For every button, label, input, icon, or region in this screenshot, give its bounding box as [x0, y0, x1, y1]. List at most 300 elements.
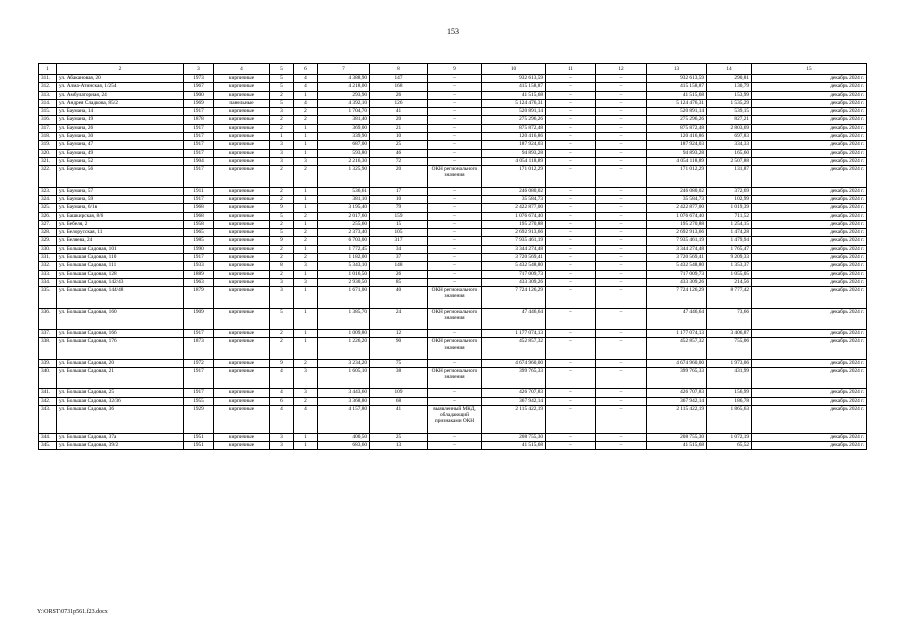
cell-total-cost: 2 692 913,66: [647, 229, 707, 237]
table-row: [39, 338, 867, 359]
cell-row-number: 333.: [39, 270, 57, 278]
cell-repair-cost: 426 707,83: [482, 389, 546, 397]
table-row: [39, 133, 867, 141]
cell-area: 369,00: [318, 124, 370, 132]
cell-wall-material: кирпичные: [214, 149, 270, 157]
cell-total-cost: 1 076 674,40: [647, 212, 707, 220]
cell-row-number: 345.: [39, 442, 57, 450]
cell-year-built: 1965: [184, 229, 214, 237]
cell-col-11: –: [546, 442, 596, 450]
cell-col-12: –: [596, 359, 647, 367]
table-row: [39, 397, 867, 405]
cell-cost-per-sqm: 130,79: [707, 83, 752, 91]
cell-residents: 126: [370, 99, 428, 107]
cell-col-12: –: [596, 195, 647, 203]
cell-year-built: 1985: [184, 237, 214, 245]
cell-wall-material: кирпичные: [214, 108, 270, 116]
cell-cost-per-sqm: 539,15: [707, 108, 752, 116]
cell-okn-status: –: [428, 278, 482, 286]
cell-total-cost: 171 012,29: [647, 166, 707, 187]
cell-deadline: декабрь 2024 г.: [752, 195, 867, 203]
cell-okn-status: –: [428, 187, 482, 195]
cell-deadline: декабрь 2024 г.: [752, 338, 867, 359]
cell-cost-per-sqm: 153,99: [707, 91, 752, 99]
cell-okn-status: –: [428, 99, 482, 107]
cell-col-12: –: [596, 287, 647, 308]
cell-repair-cost: 3 720 569,41: [482, 254, 546, 262]
cell-deadline: декабрь 2024 г.: [752, 229, 867, 237]
cell-entrances-count: 3: [294, 262, 318, 270]
cell-col-11: –: [546, 287, 596, 308]
cell-area: 2 930,50: [318, 278, 370, 286]
cell-entrances-count: 2: [294, 397, 318, 405]
cell-address: ул. Баумана, 6/1в: [57, 204, 184, 212]
cell-cost-per-sqm: 9 209,33: [707, 254, 752, 262]
cell-row-number: 323.: [39, 187, 57, 195]
cell-address: ул. Баумана, 26: [57, 124, 184, 132]
cell-col-12: –: [596, 166, 647, 187]
cell-area: 4 392,10: [318, 99, 370, 107]
page-number: 153: [447, 27, 459, 36]
cell-residents: 317: [370, 237, 428, 245]
column-header: 4: [214, 64, 270, 75]
cell-address: ул. Беляева, 24: [57, 237, 184, 245]
cell-cost-per-sqm: 334,33: [707, 141, 752, 149]
cell-cost-per-sqm: 3 406,87: [707, 330, 752, 338]
cell-address: ул. Баумана, 47: [57, 141, 184, 149]
cell-col-12: –: [596, 91, 647, 99]
cell-address: ул. Андрея Сладкова, 85/2: [57, 99, 184, 107]
cell-year-built: 1917: [184, 133, 214, 141]
cell-floors-count: 3: [270, 157, 294, 165]
table-row: [39, 442, 867, 450]
cell-year-built: 1917: [184, 367, 214, 388]
cell-residents: 26: [370, 91, 428, 99]
column-header: 2: [57, 64, 184, 75]
cell-entrances-count: 2: [294, 116, 318, 124]
cell-cost-per-sqm: 1 865,63: [707, 405, 752, 433]
cell-okn-status: –: [428, 262, 482, 270]
cell-okn-status: –: [428, 212, 482, 220]
cell-okn-status: –: [428, 330, 482, 338]
cell-floors-count: 5: [270, 212, 294, 220]
cell-residents: 79: [370, 204, 428, 212]
cell-residents: 21: [370, 124, 428, 132]
cell-deadline: декабрь 2024 г.: [752, 330, 867, 338]
cell-area: 1 605,10: [318, 367, 370, 388]
cell-area: 683,60: [318, 442, 370, 450]
cell-wall-material: кирпичные: [214, 287, 270, 308]
cell-wall-material: кирпичные: [214, 433, 270, 441]
cell-area: 2 017,60: [318, 212, 370, 220]
cell-okn-status: –: [428, 133, 482, 141]
cell-entrances-count: 1: [294, 270, 318, 278]
cell-year-built: 1955: [184, 397, 214, 405]
cell-col-12: –: [596, 442, 647, 450]
cell-floors-count: 2: [270, 124, 294, 132]
cell-col-11: –: [546, 149, 596, 157]
cell-entrances-count: 1: [294, 245, 318, 253]
table-row: [39, 245, 867, 253]
cell-okn-status: –: [428, 91, 482, 99]
cell-cost-per-sqm: 102,99: [707, 195, 752, 203]
table-row: [39, 433, 867, 441]
cell-residents: 20: [370, 166, 428, 187]
cell-residents: 168: [370, 83, 428, 91]
cell-residents: 12: [370, 330, 428, 338]
cell-address: ул. Баумана, 30: [57, 133, 184, 141]
cell-area: 6 703,00: [318, 237, 370, 245]
cell-row-number: 324.: [39, 195, 57, 203]
cell-year-built: 1917: [184, 330, 214, 338]
column-header: 5: [270, 64, 294, 75]
cell-entrances-count: 1: [294, 287, 318, 308]
table-row: [39, 389, 867, 397]
cell-col-12: –: [596, 75, 647, 83]
cell-total-cost: 932 613,59: [647, 75, 707, 83]
cell-address: ул. Баумана, 56: [57, 166, 184, 187]
cell-wall-material: кирпичные: [214, 262, 270, 270]
cell-col-11: –: [546, 157, 596, 165]
cell-year-built: 1958: [184, 220, 214, 228]
cell-area: 3 443,60: [318, 389, 370, 397]
cell-floors-count: 5: [270, 229, 294, 237]
cell-address: ул. Большая Садовая, 176: [57, 338, 184, 359]
cell-residents: 148: [370, 262, 428, 270]
cell-repair-cost: 7 724 126,29: [482, 287, 546, 308]
table-row: [39, 287, 867, 308]
cell-col-12: –: [596, 149, 647, 157]
cell-wall-material: кирпичные: [214, 187, 270, 195]
cell-repair-cost: 7 935 461,19: [482, 237, 546, 245]
cell-col-12: –: [596, 338, 647, 359]
cell-repair-cost: 171 012,29: [482, 166, 546, 187]
cell-col-12: –: [596, 278, 647, 286]
cell-year-built: 1990: [184, 245, 214, 253]
cell-residents: 26: [370, 270, 428, 278]
table-header-row: [39, 64, 867, 75]
cell-year-built: 1889: [184, 270, 214, 278]
cell-area: 400,50: [318, 433, 370, 441]
column-header: 9: [428, 64, 482, 75]
cell-wall-material: кирпичные: [214, 220, 270, 228]
cell-floors-count: 8: [270, 262, 294, 270]
cell-total-cost: 415 158,87: [647, 83, 707, 91]
cell-residents: 10: [370, 195, 428, 203]
cell-row-number: 336.: [39, 308, 57, 329]
cell-total-cost: 3 720 569,41: [647, 254, 707, 262]
cell-total-cost: 717 009,73: [647, 270, 707, 278]
cell-year-built: 1968: [184, 204, 214, 212]
cell-year-built: 1917: [184, 195, 214, 203]
cell-cost-per-sqm: 1 072,19: [707, 433, 752, 441]
cell-total-cost: 41 515,68: [647, 91, 707, 99]
cell-col-12: –: [596, 116, 647, 124]
cell-address: ул. Большая Садовая, 110: [57, 254, 184, 262]
cell-row-number: 325.: [39, 204, 57, 212]
column-header: 12: [596, 64, 647, 75]
column-header: 1: [39, 64, 57, 75]
cell-deadline: декабрь 2024 г.: [752, 157, 867, 165]
cell-year-built: 1900: [184, 91, 214, 99]
cell-floors-count: 4: [270, 405, 294, 433]
column-header: 13: [647, 64, 707, 75]
cell-okn-status: –: [428, 195, 482, 203]
cell-entrances-count: 1: [294, 141, 318, 149]
cell-col-12: –: [596, 220, 647, 228]
table-row: [39, 229, 867, 237]
cell-residents: 147: [370, 75, 428, 83]
cell-floors-count: 9: [270, 237, 294, 245]
cell-entrances-count: 1: [294, 330, 318, 338]
cell-year-built: 1917: [184, 254, 214, 262]
cell-floors-count: 5: [270, 308, 294, 329]
column-header: 15: [752, 64, 867, 75]
cell-cost-per-sqm: 1 019,39: [707, 204, 752, 212]
cell-entrances-count: 4: [294, 405, 318, 433]
cell-deadline: декабрь 2024 г.: [752, 270, 867, 278]
cell-col-12: –: [596, 204, 647, 212]
cell-year-built: 1917: [184, 141, 214, 149]
cell-wall-material: кирпичные: [214, 405, 270, 433]
cell-cost-per-sqm: 1 254,15: [707, 220, 752, 228]
cell-wall-material: кирпичные: [214, 338, 270, 359]
cell-repair-cost: 41 515,68: [482, 442, 546, 450]
cell-year-built: 1969: [184, 99, 214, 107]
cell-row-number: 329.: [39, 237, 57, 245]
cell-okn-status: –: [428, 270, 482, 278]
cell-area: 4 157,80: [318, 405, 370, 433]
cell-col-11: –: [546, 141, 596, 149]
cell-col-12: –: [596, 405, 647, 433]
cell-entrances-count: 2: [294, 108, 318, 116]
cell-repair-cost: 94 893,28: [482, 149, 546, 157]
cell-address: ул. Баумана, 14: [57, 108, 184, 116]
cell-okn-status: –: [428, 75, 482, 83]
cell-deadline: декабрь 2024 г.: [752, 245, 867, 253]
cell-deadline: декабрь 2024 г.: [752, 220, 867, 228]
cell-deadline: декабрь 2024 г.: [752, 433, 867, 441]
cell-residents: 75: [370, 359, 428, 367]
cell-wall-material: кирпичные: [214, 83, 270, 91]
cell-col-12: –: [596, 83, 647, 91]
cell-deadline: декабрь 2024 г.: [752, 389, 867, 397]
cell-col-11: –: [546, 359, 596, 367]
cell-address: ул. Баумана, 19: [57, 116, 184, 124]
cell-year-built: 1929: [184, 405, 214, 433]
cell-entrances-count: 2: [294, 212, 318, 220]
cell-wall-material: кирпичные: [214, 124, 270, 132]
cell-repair-cost: 120 416,86: [482, 133, 546, 141]
cell-area: 593,80: [318, 149, 370, 157]
cell-repair-cost: 415 158,87: [482, 83, 546, 91]
cell-floors-count: 3: [270, 287, 294, 308]
cell-repair-cost: 4 674 960,00: [482, 359, 546, 367]
cell-wall-material: кирпичные: [214, 397, 270, 405]
cell-col-12: –: [596, 397, 647, 405]
cell-col-12: –: [596, 254, 647, 262]
cell-year-built: 1909: [184, 308, 214, 329]
cell-okn-status: ОКН регионального значения: [428, 367, 482, 388]
cell-col-12: –: [596, 212, 647, 220]
cell-col-12: –: [596, 237, 647, 245]
cell-wall-material: кирпичные: [214, 75, 270, 83]
cell-total-cost: 520 891,14: [647, 108, 707, 116]
cell-okn-status: –: [428, 442, 482, 450]
cell-row-number: 334.: [39, 278, 57, 286]
cell-row-number: 312.: [39, 83, 57, 91]
cell-floors-count: 2: [270, 254, 294, 262]
table-row: [39, 116, 867, 124]
cell-cost-per-sqm: 697,83: [707, 133, 752, 141]
column-header: 6: [294, 64, 318, 75]
cell-repair-cost: 2 115 422,19: [482, 405, 546, 433]
cell-wall-material: кирпичные: [214, 133, 270, 141]
cell-deadline: декабрь 2024 г.: [752, 91, 867, 99]
cell-year-built: 1973: [184, 75, 214, 83]
cell-floors-count: 5: [270, 83, 294, 91]
table-row: [39, 359, 867, 367]
cell-floors-count: 4: [270, 367, 294, 388]
cell-wall-material: кирпичные: [214, 237, 270, 245]
cell-total-cost: 41 515,68: [647, 442, 707, 450]
cell-year-built: 1967: [184, 83, 214, 91]
cell-okn-status: –: [428, 149, 482, 157]
cell-row-number: 320.: [39, 149, 57, 157]
cell-area: 3 368,80: [318, 397, 370, 405]
cell-deadline: декабрь 2024 г.: [752, 397, 867, 405]
cell-residents: 105: [370, 229, 428, 237]
cell-entrances-count: 2: [294, 237, 318, 245]
cell-col-12: –: [596, 270, 647, 278]
cell-area: 381,40: [318, 116, 370, 124]
cell-deadline: декабрь 2024 г.: [752, 262, 867, 270]
cell-col-11: –: [546, 367, 596, 388]
cell-cost-per-sqm: 290,81: [707, 75, 752, 83]
table-row: [39, 149, 867, 157]
cell-cost-per-sqm: 1 353,37: [707, 262, 752, 270]
cell-col-11: –: [546, 133, 596, 141]
cell-col-11: –: [546, 397, 596, 405]
cell-repair-cost: 35 584,73: [482, 195, 546, 203]
cell-row-number: 313.: [39, 91, 57, 99]
cell-repair-cost: 875 872,48: [482, 124, 546, 132]
table-row: [39, 195, 867, 203]
cell-address: ул. Большая Садовая, 37а: [57, 433, 184, 441]
cell-total-cost: 875 872,48: [647, 124, 707, 132]
cell-cost-per-sqm: 186,78: [707, 397, 752, 405]
cell-deadline: декабрь 2024 г.: [752, 149, 867, 157]
cell-area: 4 218,00: [318, 83, 370, 91]
cell-floors-count: 6: [270, 397, 294, 405]
cell-entrances-count: 1: [294, 133, 318, 141]
cell-col-11: –: [546, 108, 596, 116]
cell-area: 5 343,10: [318, 262, 370, 270]
table-row: [39, 204, 867, 212]
cell-area: 687,00: [318, 141, 370, 149]
cell-address: ул. Баумана, 59: [57, 195, 184, 203]
cell-residents: 41: [370, 405, 428, 433]
cell-okn-status: –: [428, 124, 482, 132]
cell-row-number: 331.: [39, 254, 57, 262]
cell-floors-count: 3: [270, 141, 294, 149]
table-row: [39, 83, 867, 91]
cell-area: 1 704,70: [318, 108, 370, 116]
table-row: [39, 187, 867, 195]
cell-address: ул. Белорусская, 11: [57, 229, 184, 237]
cell-col-11: –: [546, 116, 596, 124]
cell-okn-status: ОКН регионального значения: [428, 308, 482, 329]
cell-okn-status: –: [428, 389, 482, 397]
cell-cost-per-sqm: 1 479,94: [707, 237, 752, 245]
cell-year-built: 1968: [184, 212, 214, 220]
column-header: 10: [482, 64, 546, 75]
cell-col-11: –: [546, 254, 596, 262]
cell-residents: 85: [370, 278, 428, 286]
cell-floors-count: 3: [270, 108, 294, 116]
cell-deadline: декабрь 2024 г.: [752, 141, 867, 149]
cell-row-number: 330.: [39, 245, 57, 253]
cell-year-built: 1917: [184, 149, 214, 157]
cell-cost-per-sqm: 65,52: [707, 442, 752, 450]
cell-okn-status: –: [428, 83, 482, 91]
cell-row-number: 337.: [39, 330, 57, 338]
cell-wall-material: панельные: [214, 99, 270, 107]
cell-repair-cost: 367 942,14: [482, 397, 546, 405]
cell-col-11: –: [546, 83, 596, 91]
cell-row-number: 315.: [39, 108, 57, 116]
cell-total-cost: 246 080,02: [647, 187, 707, 195]
cell-year-built: 1917: [184, 124, 214, 132]
cell-cost-per-sqm: 1 765,47: [707, 245, 752, 253]
cell-entrances-count: 4: [294, 83, 318, 91]
cell-address: ул. Большая Садовая, 144/48: [57, 287, 184, 308]
cell-wall-material: кирпичные: [214, 278, 270, 286]
cell-wall-material: кирпичные: [214, 204, 270, 212]
data-table: [38, 63, 867, 450]
cell-residents: 68: [370, 397, 428, 405]
cell-residents: 90: [370, 338, 428, 359]
cell-total-cost: 7 935 461,19: [647, 237, 707, 245]
table-row: [39, 308, 867, 329]
cell-col-11: –: [546, 262, 596, 270]
cell-wall-material: кирпичные: [214, 229, 270, 237]
cell-residents: 13: [370, 442, 428, 450]
cell-floors-count: 4: [270, 389, 294, 397]
cell-wall-material: кирпичные: [214, 212, 270, 220]
cell-repair-cost: 932 613,59: [482, 75, 546, 83]
table-row: [39, 141, 867, 149]
cell-row-number: 319.: [39, 141, 57, 149]
cell-row-number: 335.: [39, 287, 57, 308]
cell-total-cost: 120 416,86: [647, 133, 707, 141]
cell-residents: 37: [370, 254, 428, 262]
cell-cost-per-sqm: 2 507,88: [707, 157, 752, 165]
cell-col-11: –: [546, 75, 596, 83]
cell-deadline: декабрь 2024 г.: [752, 254, 867, 262]
cell-residents: 72: [370, 157, 428, 165]
cell-total-cost: 426 707,83: [647, 389, 707, 397]
cell-repair-cost: 5 124 476,31: [482, 99, 546, 107]
cell-wall-material: кирпичные: [214, 245, 270, 253]
table-row: [39, 91, 867, 99]
cell-okn-status: –: [428, 229, 482, 237]
cell-col-11: –: [546, 166, 596, 187]
cell-year-built: 1933: [184, 262, 214, 270]
cell-entrances-count: 2: [294, 359, 318, 367]
cell-area: 1 671,00: [318, 287, 370, 308]
cell-row-number: 344.: [39, 433, 57, 441]
